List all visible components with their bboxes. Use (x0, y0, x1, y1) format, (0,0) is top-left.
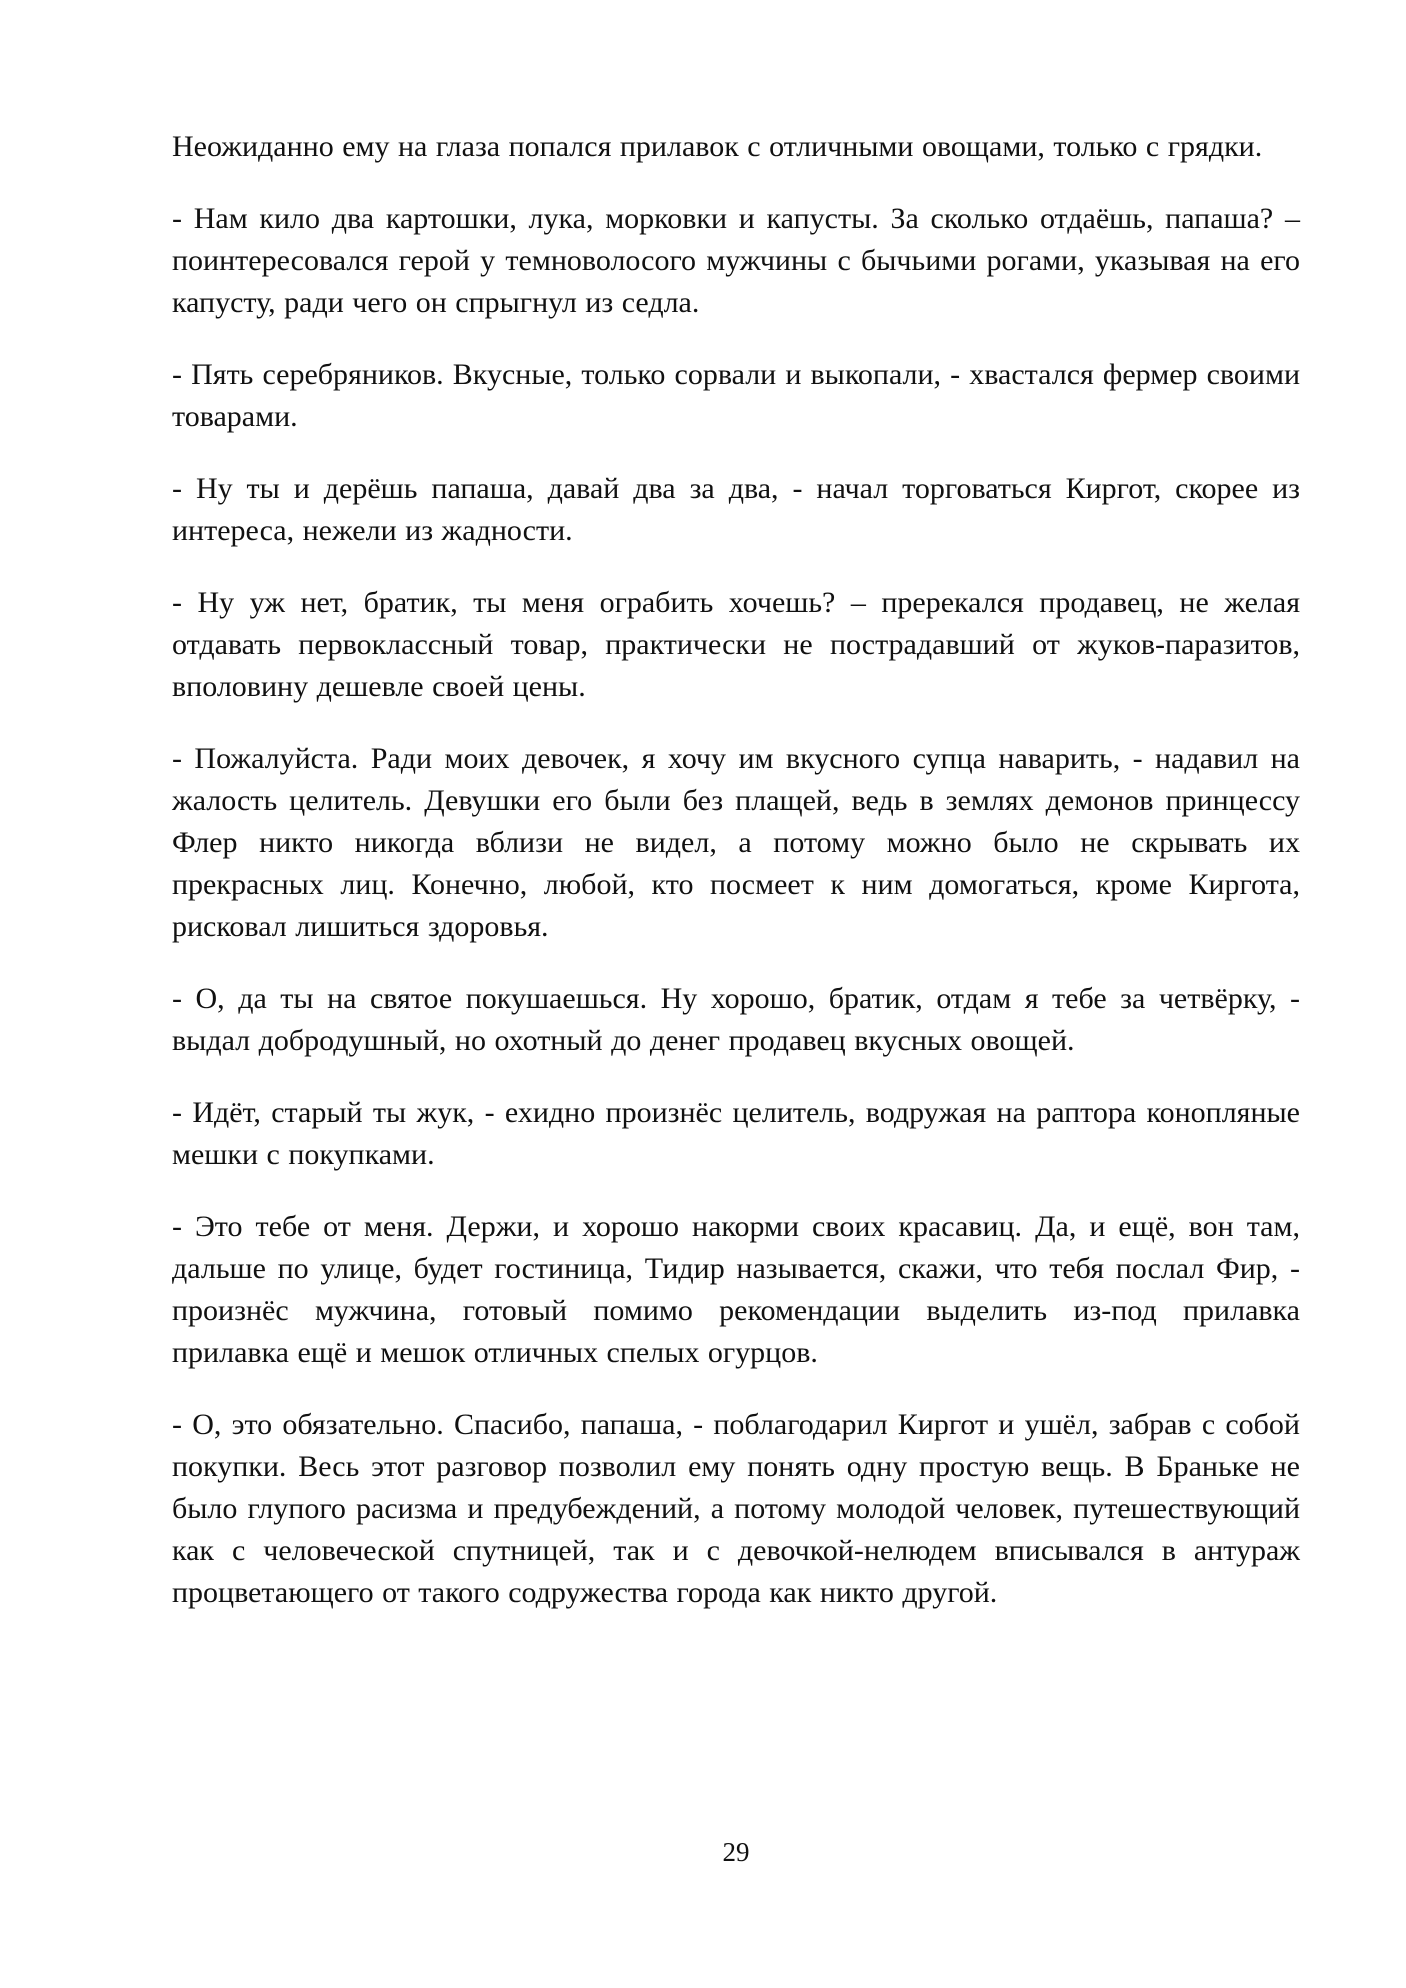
paragraph: Неожиданно ему на глаза попался прилавок с отличными овощами, только с грядки. (172, 130, 1263, 163)
page-number: 29 (722, 1837, 750, 1867)
paragraph: - Это тебе от меня. Держи, и хорошо накорми своих красавиц. Да, и ещё, вон там, дальше по улице, будет гостиница, Тидир называется, скажи, что тебя послал Фир, - произнёс мужчина, готовый помимо рекомендации выделить из-под прилавка прилавка ещё и мешок отличных спелых огурцов. (172, 1210, 1300, 1369)
page-text (172, 126, 1300, 1644)
paragraph: - О, это обязательно. Спасибо, папаша, - поблагодарил Киргот и ушёл, забрав с собой покупки. Весь этот разговор позволил ему понять одну простую вещь. В Браньке не было глупого расизма и предубеждений, а потому молодой человек, путешествующий как с человеческой спутницей, так и с девочкой-нелюдем вписывался в антураж процветающего от такого содружества города как никто другой. (172, 1408, 1300, 1609)
paragraph: - Идёт, старый ты жук, - ехидно произнёс целитель, водружая на раптора конопляные мешки с покупками. (172, 1096, 1300, 1171)
paragraph: - Нам кило два картошки, лука, морковки и капусты. За сколько отдаёшь, папаша? – поинтересовался герой у темноволосого мужчины с бычьими рогами, указывая на его капусту, ради чего он спрыгнул из седла. (172, 202, 1300, 319)
paragraph: - Пять серебряников. Вкусные, только сорвали и выкопали, - хвастался фермер своими товарами. (172, 358, 1300, 433)
paragraph: - О, да ты на святое покушаешься. Ну хорошо, братик, отдам я тебе за четвёрку, - выдал добродушный, но охотный до денег продавец вкусных овощей. (172, 982, 1300, 1057)
paragraph: - Ну ты и дерёшь папаша, давай два за два, - начал торговаться Киргот, скорее из интереса, нежели из жадности. (172, 472, 1300, 547)
paragraph: - Пожалуйста. Ради моих девочек, я хочу им вкусного супца наварить, - надавил на жалость целитель. Девушки его были без плащей, ведь в землях демонов принцессу Флер никто никогда вблизи не видел, а потому можно было не скрывать их прекрасных лиц. Конечно, любой, кто посмеет к ним домогаться, кроме Киргота, рисковал лишиться здоровья. (172, 742, 1300, 943)
paragraph: - Ну уж нет, братик, ты меня ограбить хочешь? – пререкался продавец, не желая отдавать первоклассный товар, практически не пострадавший от жуков-паразитов, вполовину дешевле своей цены. (172, 586, 1300, 703)
